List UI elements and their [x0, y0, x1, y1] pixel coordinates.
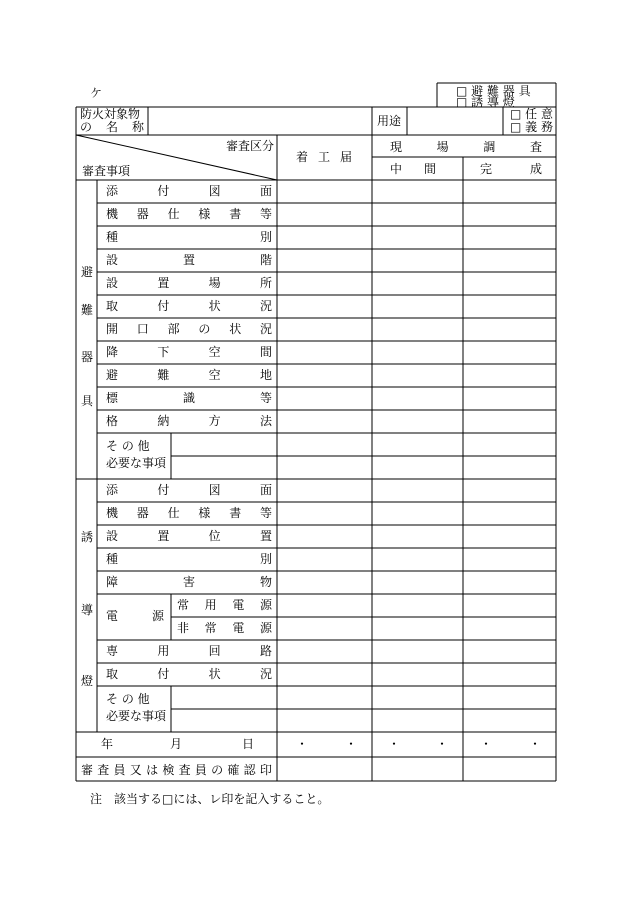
col-start-notice: 着 工 届	[296, 150, 352, 164]
row-label: 標 識 等	[106, 391, 272, 405]
row-label: 添 付 図 面	[106, 483, 272, 497]
row-label: 設 置 位 置	[106, 529, 272, 543]
date-separator-dot: ・	[480, 737, 493, 751]
power-row-label: 常 用 電 源	[177, 598, 272, 612]
row-label: 機 器 仕 様 書 等	[106, 207, 272, 221]
section-label-guide-light-char: 燈	[81, 674, 94, 688]
date-year: 年	[101, 737, 114, 751]
row-label: 格 納 方 法	[106, 414, 272, 428]
footnote: 注 該当する□には、レ印を記入すること。	[90, 792, 330, 806]
label-fire-object: 防火対象物	[80, 107, 141, 121]
row-label: 降 下 空 間	[106, 345, 272, 359]
row-label: 取 付 状 況	[106, 667, 272, 681]
date-day: 日	[242, 737, 255, 751]
section-label-evacuation-equipment-char: 難	[81, 303, 94, 317]
row-label: 種 別	[106, 552, 272, 566]
date-separator-dot: ・	[345, 737, 358, 751]
other-label-2: 必要な事項	[106, 456, 167, 470]
date-separator-dot: ・	[296, 737, 309, 751]
label-use: 用途	[377, 114, 402, 128]
power-label: 電 源	[106, 609, 164, 623]
col-site-survey: 現 場 調 査	[390, 140, 542, 154]
row-label: 設 置 場 所	[106, 276, 272, 290]
section-label-evacuation-equipment-char: 器	[81, 350, 94, 364]
option-voluntary: □ 任 意	[510, 107, 553, 121]
section-label-guide-light-char: 誘	[81, 530, 94, 544]
row-label: 避 難 空 地	[106, 368, 272, 382]
row-label: 取 付 状 況	[106, 299, 272, 313]
section-label-evacuation-equipment-char: 避	[81, 265, 94, 279]
row-label: 専 用 回 路	[106, 644, 272, 658]
row-label: 添 付 図 面	[106, 184, 272, 198]
col-completion: 完 成	[480, 162, 542, 176]
mark-katakana: ケ	[90, 86, 103, 100]
other-label-2: 必要な事項	[106, 709, 167, 723]
date-separator-dot: ・	[529, 737, 542, 751]
other-label-1: そ の 他	[106, 692, 150, 706]
row-label: 設 置 階	[106, 253, 272, 267]
section-label-evacuation-equipment-char: 具	[81, 394, 94, 408]
label-items: 審査事項	[82, 164, 131, 178]
date-separator-dot: ・	[436, 737, 449, 751]
label-name: の 名 称	[80, 120, 144, 134]
label-category: 審査区分	[226, 139, 275, 153]
row-label: 障 害 物	[106, 575, 272, 589]
row-label: 開 口 部 の 状 況	[106, 322, 272, 336]
option-mandatory: □ 義 務	[510, 120, 553, 134]
power-row-label: 非 常 電 源	[177, 621, 272, 635]
section-label-guide-light-char: 導	[81, 603, 94, 617]
row-label: 種 別	[106, 230, 272, 244]
date-separator-dot: ・	[388, 737, 401, 751]
date-month: 月	[170, 737, 183, 751]
confirm-seal-label: 審 査 員 又 は 検 査 員 の 確 認 印	[81, 763, 272, 777]
col-intermediate: 中 間	[390, 162, 436, 176]
row-label: 機 器 仕 様 書 等	[106, 506, 272, 520]
checkbox-guide-light: □ 誘 導 燈	[456, 95, 515, 109]
other-label-1: そ の 他	[106, 439, 150, 453]
checkbox-evacuation-equipment: □ 避 難 器 具	[456, 84, 531, 98]
